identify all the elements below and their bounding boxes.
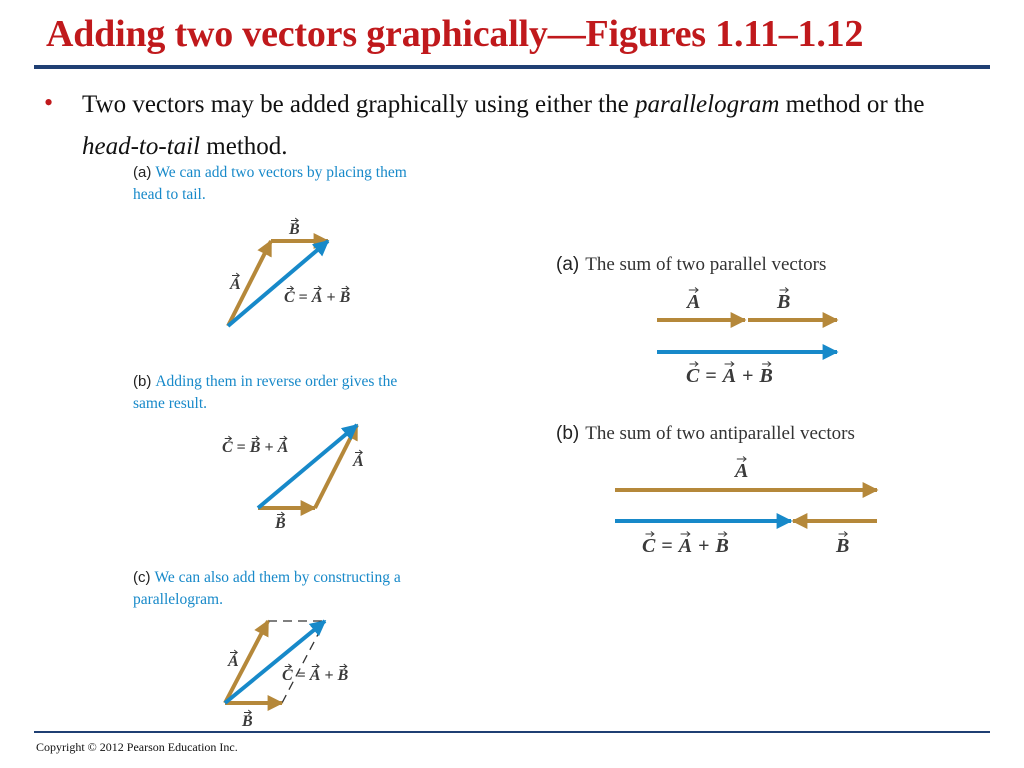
- sum-equation: C = B + A: [222, 439, 289, 456]
- fig-12a-caption: (a) The sum of two parallel vectors: [556, 254, 827, 275]
- bullet-marker: •: [44, 88, 54, 117]
- fig-a-caption-line1: (a) We can add two vectors by placing them: [133, 164, 407, 181]
- vector-b-label: B: [242, 713, 253, 730]
- copyright-notice: Copyright © 2012 Pearson Education Inc.: [36, 740, 238, 754]
- vector-c-arrow: [258, 425, 357, 508]
- figure-1-11-a: [133, 164, 407, 326]
- slide-title: Adding two vectors graphically—Figures 1.11–1.12: [46, 13, 864, 55]
- fig-a-caption-line2: head to tail.: [133, 186, 206, 203]
- fig-c-caption-line2: parallelogram.: [133, 591, 223, 608]
- bullet-emphasis-head-to-tail: head-to-tail: [82, 133, 201, 160]
- vector-b-label: B: [289, 221, 300, 238]
- vector-c-arrow: [228, 241, 328, 326]
- sum-equation: C = A + B: [284, 289, 351, 306]
- vector-a-label: A: [353, 453, 364, 470]
- vector-b-label: B: [836, 535, 850, 557]
- vector-c-arrow: [225, 621, 325, 703]
- figure-1-12-b: [556, 423, 877, 557]
- bullet-emphasis-parallelogram: parallelogram: [634, 91, 780, 118]
- vector-a-label: A: [735, 460, 749, 482]
- vector-b-label: B: [275, 515, 286, 532]
- figure-1-12-a: [556, 254, 837, 387]
- vector-a-arrow: [315, 425, 357, 508]
- vector-a-label: A: [228, 653, 239, 670]
- vector-b-label: B: [777, 291, 791, 313]
- fig-12b-caption: (b) The sum of two antiparallel vectors: [556, 423, 855, 444]
- bullet-text-part1: Two vectors may be added graphically using either the: [82, 91, 635, 118]
- sum-equation: C = A + B: [282, 667, 349, 684]
- footer-divider: [34, 731, 990, 733]
- fig-b-caption-line1: (b) Adding them in reverse order gives the: [133, 373, 398, 390]
- parallelogram-dashed-side: [282, 621, 325, 703]
- bullet-text-part3: method.: [200, 133, 288, 160]
- vector-a-label: A: [230, 276, 241, 293]
- sum-equation: C = A + B: [642, 535, 729, 557]
- fig-c-caption-line1: (c) We can also add them by constructing a: [133, 569, 401, 586]
- bullet-text-part2: method or the: [779, 91, 925, 118]
- sum-equation: C = A + B: [686, 365, 773, 387]
- figure-1-11-c: [133, 569, 401, 730]
- fig-b-caption-line2: same result.: [133, 395, 208, 412]
- vector-a-label: A: [687, 291, 701, 313]
